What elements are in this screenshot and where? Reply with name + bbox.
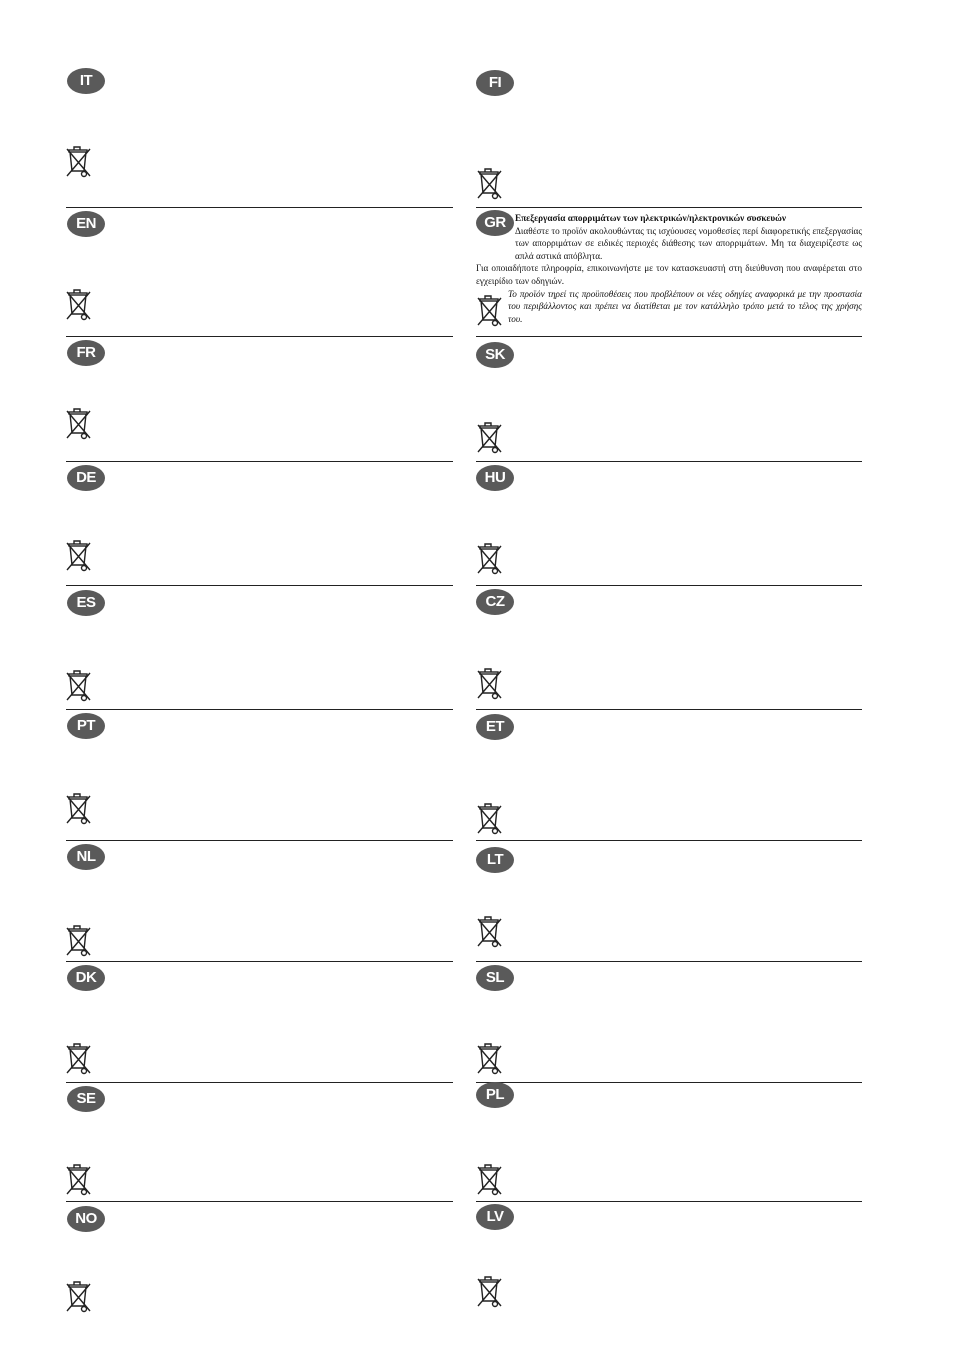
- section-divider: [66, 336, 453, 337]
- crossed-bin-icon: [66, 923, 92, 959]
- section-divider: [476, 840, 862, 841]
- language-badge-dk: DK: [67, 965, 105, 991]
- section-divider: [476, 961, 862, 962]
- section-divider: [66, 840, 453, 841]
- language-badge-lv: LV: [476, 1204, 514, 1230]
- language-badge-en: EN: [67, 211, 105, 237]
- section-divider: [66, 1201, 453, 1202]
- language-badge-sk: SK: [476, 342, 514, 368]
- gr-paragraph-2: Για οποιαδήποτε πληροφρία, επικοινωνήστε με τον κατασκευαστή στη διεύθυνση που αναφέρεται στο εγχειρίδιο των οδηγιών.: [476, 263, 862, 286]
- language-badge-se: SE: [67, 1086, 105, 1112]
- gr-note: Το προϊόν τηρεί τις προϋποθέσεις που προβλέπουν οι νέες οδηγίες αναφορικά με την προστασία του περιβάλλοντος και πρέπει να διατίθεται με τον κατάλληλο τρόπο μετά το τέλος της χρήσης του.: [508, 288, 862, 324]
- language-badge-it: IT: [67, 68, 105, 94]
- section-divider: [476, 1082, 862, 1083]
- section-divider: [476, 336, 862, 337]
- gr-title: Επεξεργασία απορριμάτων των ηλεκτρικών/ηλεκτρονικών συσκευών: [515, 213, 786, 223]
- crossed-bin-icon: [477, 541, 503, 577]
- section-divider: [66, 709, 453, 710]
- gr-text-block: [476, 212, 862, 325]
- section-divider: [476, 709, 862, 710]
- language-badge-no: NO: [67, 1206, 105, 1232]
- section-divider: [66, 961, 453, 962]
- crossed-bin-icon: [477, 1041, 503, 1077]
- section-divider: [476, 585, 862, 586]
- section-divider: [476, 1201, 862, 1202]
- language-badge-pt: PT: [67, 713, 105, 739]
- crossed-bin-icon: [66, 1279, 92, 1315]
- language-badge-lt: LT: [476, 847, 514, 873]
- crossed-bin-icon: [477, 1274, 503, 1310]
- language-badge-de: DE: [67, 465, 105, 491]
- language-badge-fi: FI: [476, 70, 514, 96]
- section-divider: [476, 461, 862, 462]
- language-badge-nl: NL: [67, 844, 105, 870]
- crossed-bin-icon: [477, 293, 503, 329]
- gr-paragraph-1: Διαθέστε το προϊόν ακολουθώντας τις ισχύουσες νομοθεσίες περί διαφορετικής επεξεργασίας των απορριμάτων σε ειδικές περιοχές διάθεσης των απορριμάτων. Μη τα διαχειρίζεστε ως απλά αστικά απόβλητα.: [515, 225, 862, 261]
- language-badge-fr: FR: [67, 340, 105, 366]
- language-badge-cz: CZ: [476, 589, 514, 615]
- language-badge-sl: SL: [476, 965, 514, 991]
- section-divider: [66, 1082, 453, 1083]
- section-divider: [66, 461, 453, 462]
- language-badge-gr: GR: [476, 210, 514, 236]
- crossed-bin-icon: [66, 287, 92, 323]
- language-badge-es: ES: [67, 590, 105, 616]
- crossed-bin-icon: [477, 1162, 503, 1198]
- language-badge-et: ET: [476, 714, 514, 740]
- crossed-bin-icon: [66, 538, 92, 574]
- crossed-bin-icon: [66, 406, 92, 442]
- section-divider: [476, 207, 862, 208]
- crossed-bin-icon: [477, 801, 503, 837]
- crossed-bin-icon: [477, 420, 503, 456]
- crossed-bin-icon: [66, 144, 92, 180]
- crossed-bin-icon: [66, 1162, 92, 1198]
- crossed-bin-icon: [66, 1041, 92, 1077]
- section-divider: [66, 585, 453, 586]
- crossed-bin-icon: [66, 668, 92, 704]
- crossed-bin-icon: [477, 666, 503, 702]
- crossed-bin-icon: [477, 914, 503, 950]
- language-badge-hu: HU: [476, 465, 514, 491]
- crossed-bin-icon: [477, 166, 503, 202]
- crossed-bin-icon: [66, 791, 92, 827]
- language-badge-pl: PL: [476, 1082, 514, 1108]
- section-divider: [66, 207, 453, 208]
